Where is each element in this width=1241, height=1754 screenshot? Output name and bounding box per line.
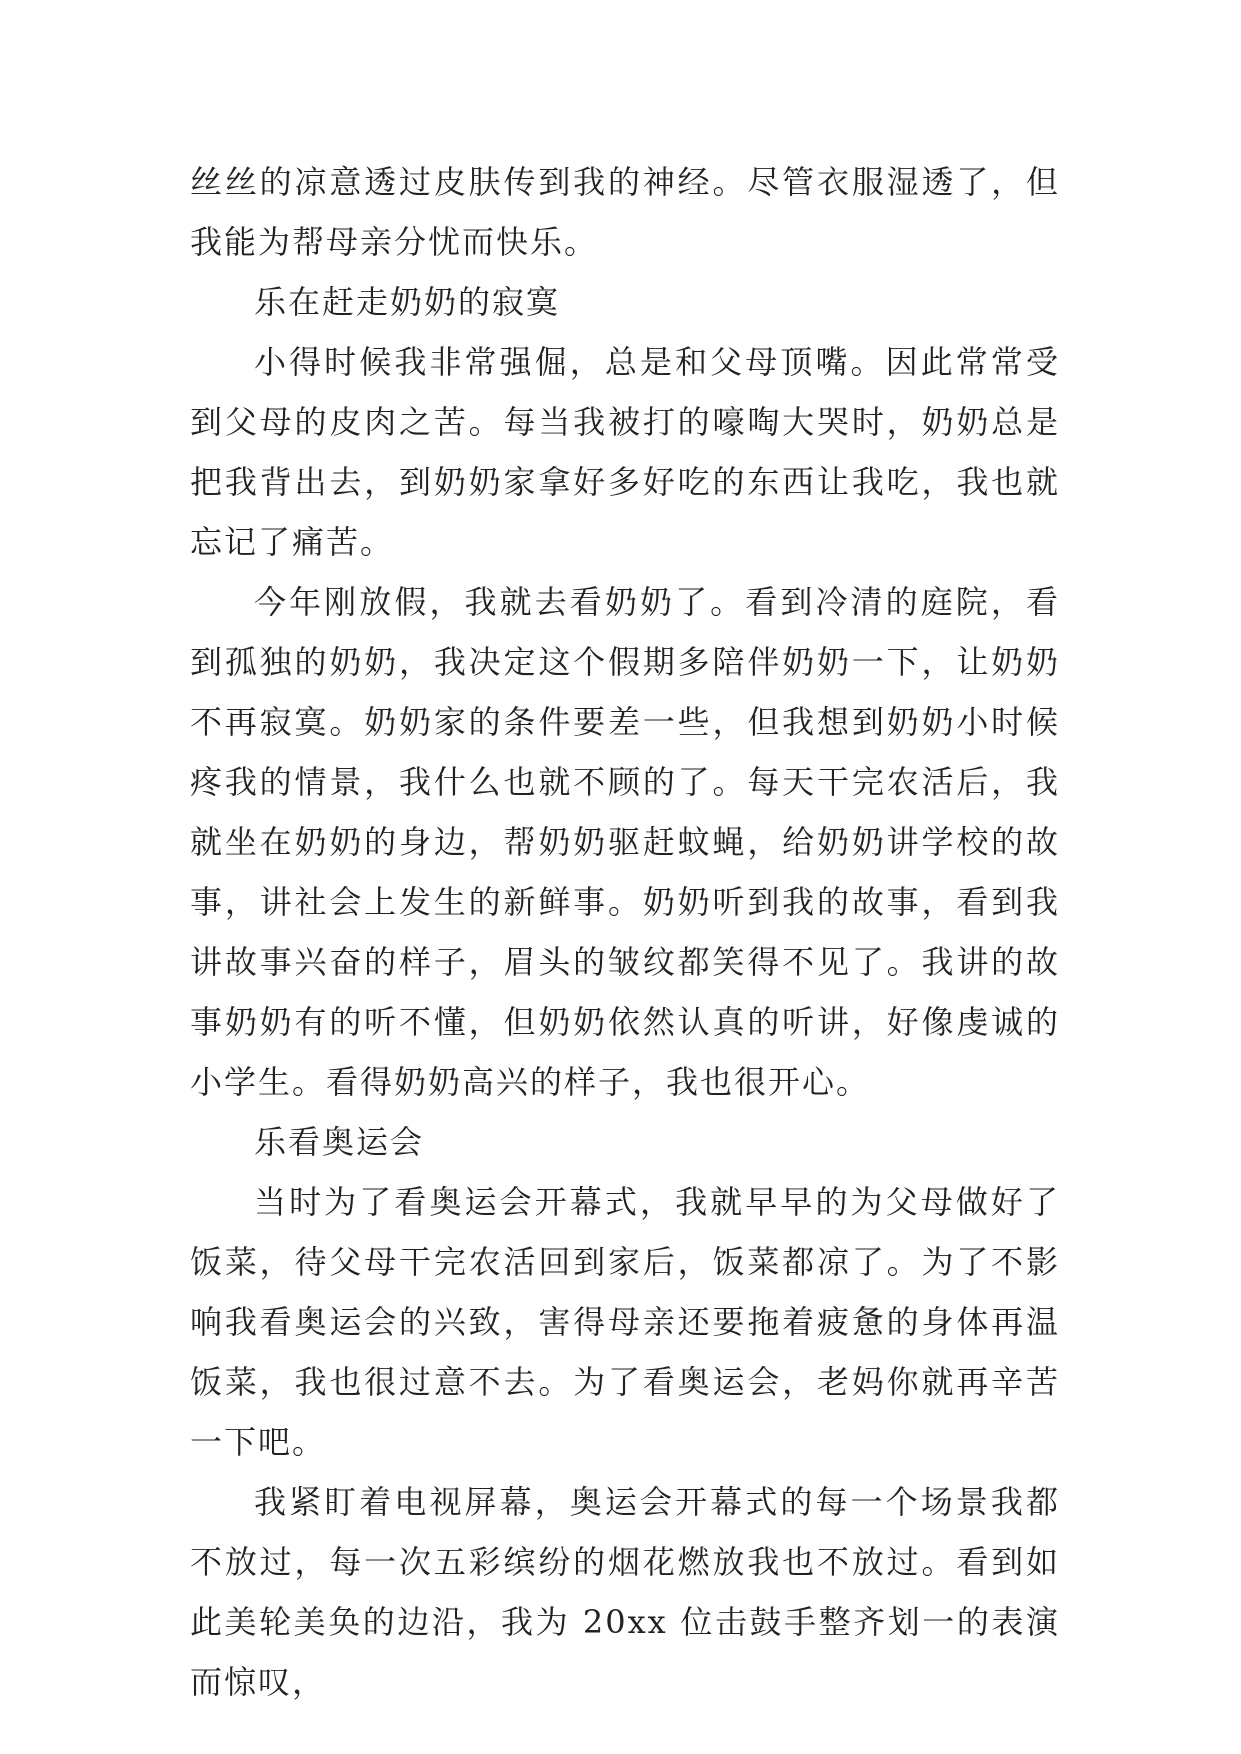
paragraph: 小得时候我非常强倔，总是和父母顶嘴。因此常常受到父母的皮肉之苦。每当我被打的嚎啕大哭时，奶奶总是把我背出去，到奶奶家拿好多好吃的东西让我吃，我也就忘记了痛苦。 xyxy=(190,343,1060,561)
paragraph: 我紧盯着电视屏幕，奥运会开幕式的每一个场景我都不放过，每一次五彩缤纷的烟花燃放我也不放过。看到如此美轮美奂的边沿，我为 20xx 位击鼓手整齐划一的表演而惊叹， xyxy=(190,1483,1060,1701)
section-heading: 乐看奥运会 xyxy=(254,1123,425,1161)
section-heading: 乐在赶走奶奶的寂寞 xyxy=(254,283,561,321)
paragraph: 当时为了看奥运会开幕式，我就早早的为父母做好了饭菜，待父母干完农活回到家后，饭菜都凉了。为了不影响我看奥运会的兴致，害得母亲还要拖着疲惫的身体再温饭菜，我也很过意不去。为了看奥运会，老妈你就再辛苦一下吧。 xyxy=(190,1183,1060,1461)
paragraph: 今年刚放假，我就去看奶奶了。看到冷清的庭院，看到孤独的奶奶，我决定这个假期多陪伴奶奶一下，让奶奶不再寂寞。奶奶家的条件要差一些，但我想到奶奶小时候疼我的情景，我什么也就不顾的了。每天干完农活后，我就坐在奶奶的身边，帮奶奶驱赶蚊蝇，给奶奶讲学校的故事，讲社会上发生的新鲜事。奶奶听到我的故事，看到我讲故事兴奋的样子，眉头的皱纹都笑得不见了。我讲的故事奶奶有的听不懂，但奶奶依然认真的听讲，好像虔诚的小学生。看得奶奶高兴的样子，我也很开心。 xyxy=(190,583,1060,1101)
document-body xyxy=(190,152,1060,1712)
paragraph: 丝丝的凉意透过皮肤传到我的神经。尽管衣服湿透了，但我能为帮母亲分忧而快乐。 xyxy=(190,163,1060,261)
